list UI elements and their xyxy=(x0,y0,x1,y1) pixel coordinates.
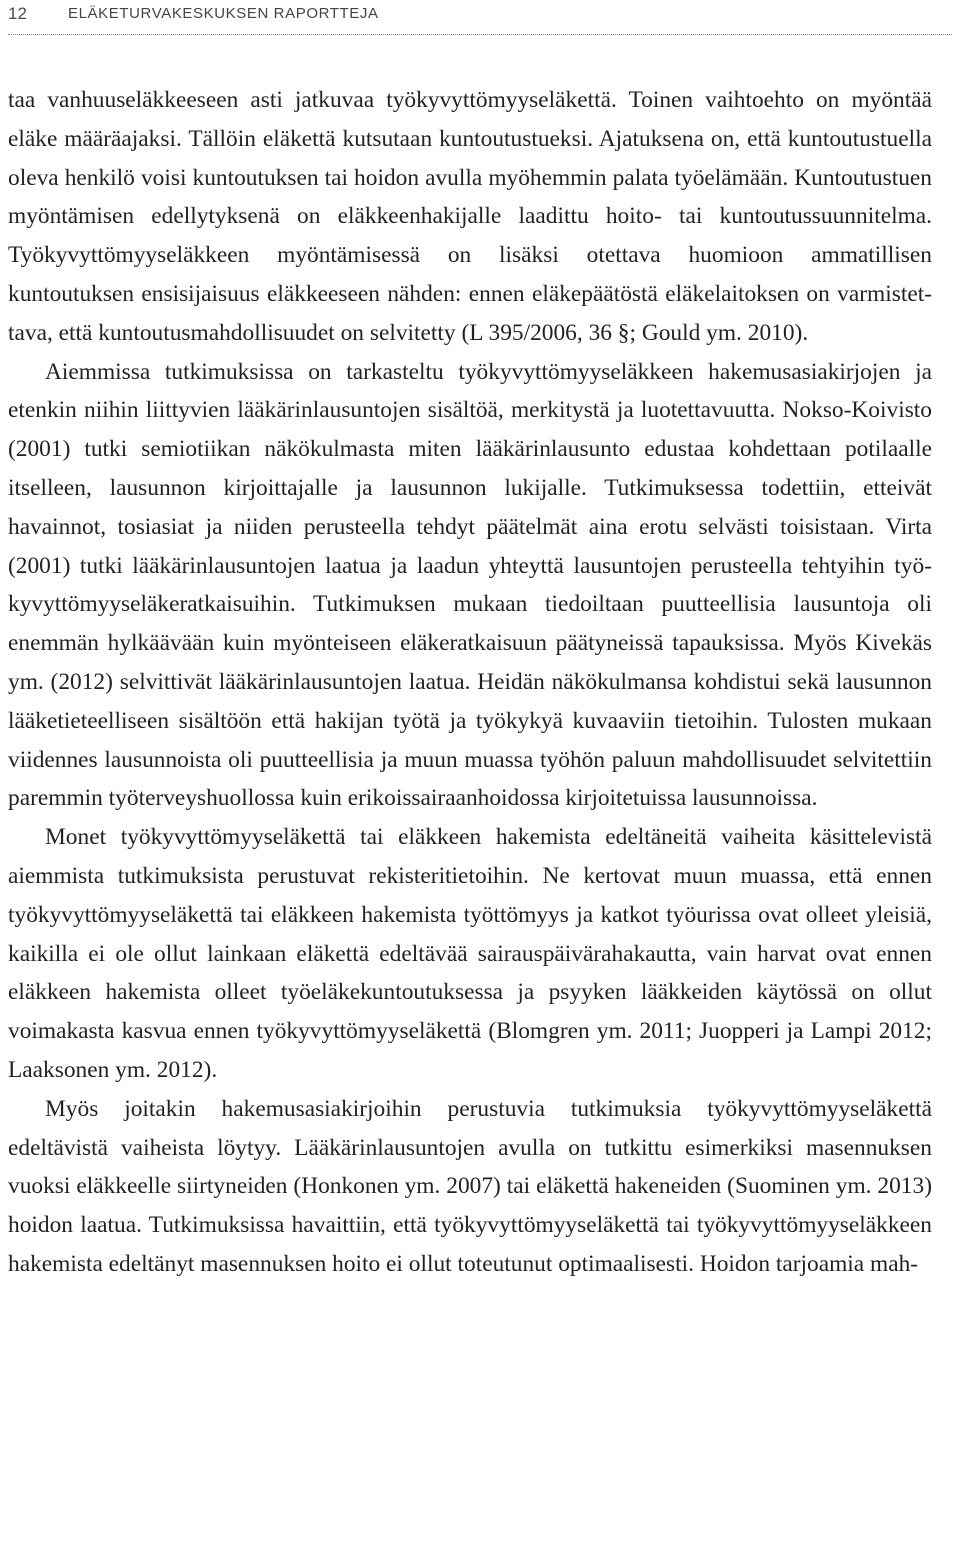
header-divider xyxy=(8,34,952,35)
body-text xyxy=(8,81,932,1284)
paragraph-2: Aiemmissa tutkimuksissa on tarkasteltu työkyvyttömyyseläkkeen hakemusasiakirjojen ja etenkin niihin liittyvien lääkärinlausuntojen sisältöä, merkitystä ja luotettavuutta. Nokso-Koivisto (2001) tutki semiotiikan näkökulmasta miten lääkärinlausunto edustaa kohdettaan potilaalle itselleen, lausunnon kirjoittajalle ja lausunnon lukijalle. Tutkimuksessa todettiin, etteivät havainnot, tosiasiat ja niiden perusteella tehdyt päätelmät aina erotu selvästi toisistaan. Virta (2001) tutki lääkärinlausuntojen laatua ja laadun yhteyttä lausuntojen perusteella tehtyihin työkyvyttömyyseläkeratkaisuihin. Tutkimuksen mukaan tiedoiltaan puutteellisia lausuntoja oli enemmän hylkäävään kuin myönteiseen eläkeratkaisuun päätyneissä tapauksissa. Myös Kivekäs ym. (2012) selvittivät lääkärinlausuntojen laatua. Heidän näkökulmansa kohdistui sekä lausunnon lääketieteelliseen sisältöön että hakijan työtä ja työkykyä kuvaaviin tietoihin. Tulosten mukaan viidennes lausunnoista oli puutteellisia ja muun muassa työhön paluun mahdollisuudet selvitettiin paremmin työterveyshuollossa kuin erikoissairaanhoidossa kirjoitetuissa lausunnoissa. xyxy=(8,358,932,812)
paragraph-4: Myös joitakin hakemusasiakirjoihin perustuvia tutkimuksia työkyvyttömyyseläkettä edeltävistä vaiheista löytyy. Lääkärinlausuntojen avulla on tutkittu esimerkiksi masennuksen vuoksi eläkkeelle siirtyneiden (Honkonen ym. 2007) tai eläkettä hakeneiden (Suominen ym. 2013) hoidon laatua. Tutkimuksissa havaittiin, että työkyvyttömyyseläkettä tai työkyvyttömyyseläkkeen hakemista edeltänyt masennuksen hoito ei ollut toteutunut optimaalisesti. Hoidon tarjoamia mah- xyxy=(8,1095,932,1277)
page-number: 12 xyxy=(8,4,27,23)
paragraph-1: taa vanhuuseläkkeeseen asti jatkuvaa työkyvyttömyyseläkettä. Toinen vaihtoehto on myöntää eläke määräajaksi. Tällöin eläkettä kutsutaan kuntoutustueksi. Ajatuksena on, että kuntoutustuella oleva henkilö voisi kuntoutuksen tai hoidon avulla myöhemmin palata työelämään. Kuntoutustuen myöntämisen edellytyksenä on eläkkeenhakijalle laadittu hoito- tai kuntoutussuunnitelma. Työkyvyttömyyseläkkeen myöntämisessä on lisäksi otettava huomioon ammatillisen kuntoutuksen ensisijaisuus eläkkeeseen nähden: ennen eläkepäätöstä eläkelaitoksen on varmistettava, että kuntoutusmahdollisuudet on selvitetty (L 395/2006, 36 §; Gould ym. 2010). xyxy=(8,87,932,346)
page-header xyxy=(0,0,960,36)
paragraph-3: Monet työkyvyttömyyseläkettä tai eläkkeen hakemista edeltäneitä vaiheita käsittelevistä aiemmista tutkimuksista perustuvat rekisteritietoihin. Ne kertovat muun muassa, että ennen työkyvyttömyyseläkettä tai eläkkeen hakemista työttömyys ja katkot työurissa ovat olleet yleisiä, kaikilla ei ole ollut lainkaan eläkettä edeltävää sairauspäivärahakautta, vain harvat ovat ennen eläkkeen hakemista olleet työeläkekuntoutuksessa ja psyyken lääkkeiden käytössä on ollut voimakasta kasvua ennen työkyvyttömyyseläkettä (Blomgren ym. 2011; Juopperi ja Lampi 2012; Laaksonen ym. 2012). xyxy=(8,824,932,1083)
running-head: ELÄKETURVAKESKUKSEN RAPORTTEJA xyxy=(68,5,379,22)
